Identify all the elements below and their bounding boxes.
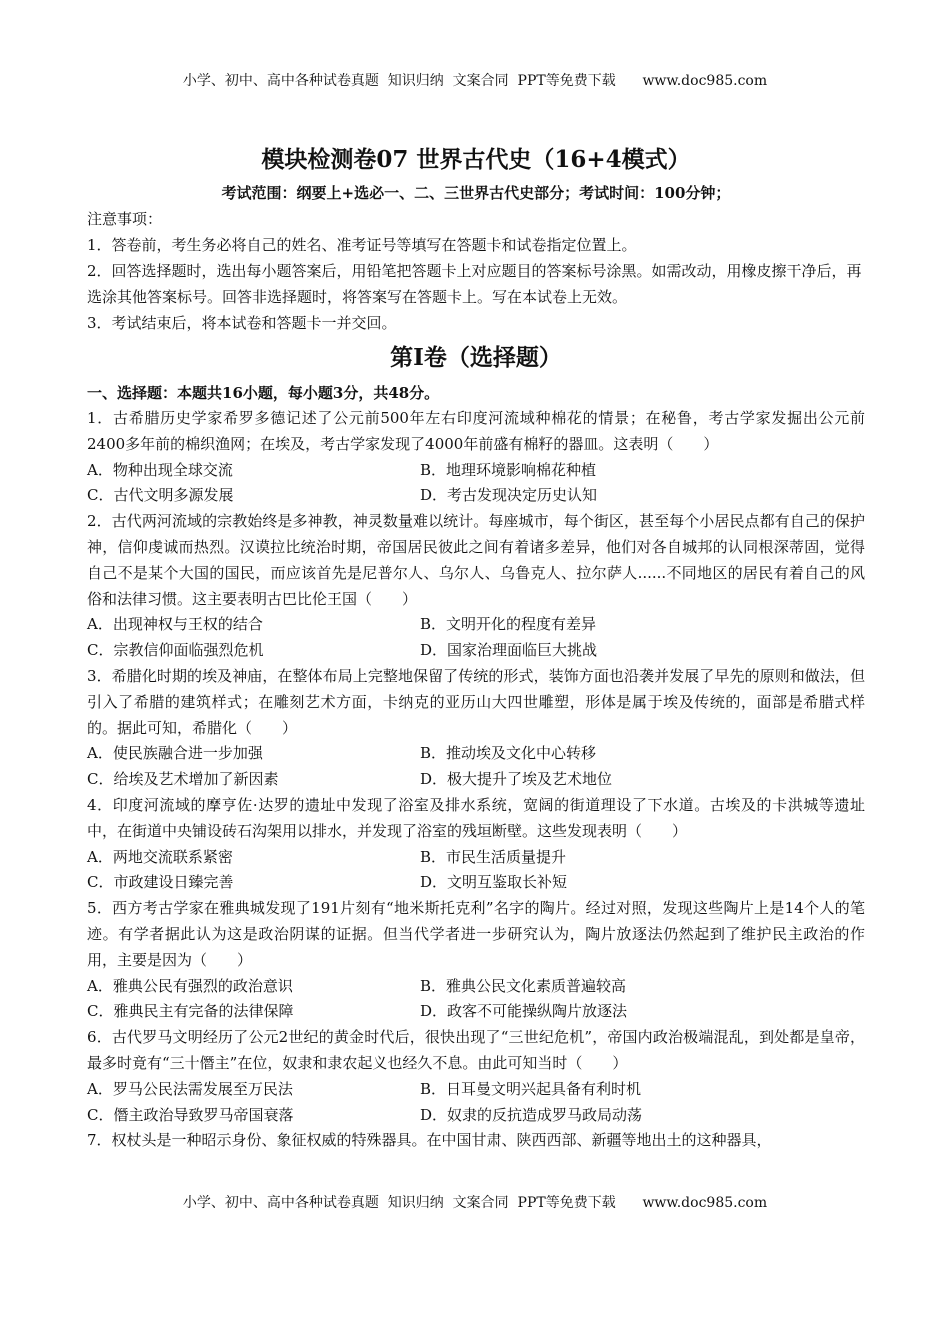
question-7 xyxy=(87,1128,865,1154)
option-d[interactable]: D．国家治理面临巨大挑战 xyxy=(420,641,598,660)
option-grid xyxy=(87,974,865,1026)
note-item: 1．答卷前，考生务必将自己的姓名、准考证号等填写在答题卡和试卷指定位置上。 xyxy=(87,236,637,254)
option-grid xyxy=(87,612,865,664)
option-c[interactable]: C．僭主政治导致罗马帝国衰落 xyxy=(87,1105,294,1124)
option-grid xyxy=(87,741,865,793)
question-stem: 2．古代两河流域的宗教始终是多神教，神灵数量难以统计。每座城市，每个街区，甚至每个小居民点都有自己的保护神，信仰虔诚而热烈。汉谟拉比统治时期，帝国居民彼此之间有着诸多差异，他们对各自城邦的认同根深蒂固，觉得自己不是某个大国的国民，而应该首先是尼普尔人、乌尔人、乌鲁克人、拉尔萨人......不同地区的居民有着自己的风俗和法律习惯。这主要表明古巴比伦王国（ ） xyxy=(87,512,865,608)
option-c[interactable]: C．市政建设日臻完善 xyxy=(87,873,234,892)
option-d[interactable]: D．极大提升了埃及艺术地位 xyxy=(420,770,613,789)
option-c[interactable]: C．古代文明多源发展 xyxy=(87,486,234,505)
question-1 xyxy=(87,406,865,509)
part-heading: 一、选择题：本题共16小题，每小题3分，共48分。 xyxy=(87,384,440,402)
option-b[interactable]: B．文明开化的程度有差异 xyxy=(420,615,597,634)
option-a[interactable]: A．出现神权与王权的结合 xyxy=(87,615,263,634)
option-b[interactable]: B．日耳曼文明兴起具备有利时机 xyxy=(420,1079,642,1098)
option-d[interactable]: D．考古发现决定历史认知 xyxy=(420,486,598,505)
exam-subtitle: 考试范围：纲要上+选必一、二、三世界古代史部分；考试时间：100分钟； xyxy=(221,184,731,202)
option-grid xyxy=(87,1077,865,1129)
note-item: 2．回答选择题时，选出每小题答案后，用铅笔把答题卡上对应题目的答案标号涂黑。如需改动，用橡皮擦干净后，再选涂其他答案标号。回答非选择题时，将答案写在答题卡上。写在本试卷上无效。 xyxy=(87,262,862,306)
option-grid xyxy=(87,458,865,510)
option-a[interactable]: A．两地交流联系紧密 xyxy=(87,847,233,866)
section-title: 第I卷（选择题） xyxy=(390,344,562,371)
option-a[interactable]: A．雅典公民有强烈的政治意识 xyxy=(87,976,293,995)
option-b[interactable]: B．雅典公民文化素质普遍较高 xyxy=(420,976,627,995)
question-3 xyxy=(87,664,865,793)
page-footer: 小学、初中、高中各种试卷真题 知识归纳 文案合同 PPT等免费下载 www.doc985.com xyxy=(182,1195,768,1211)
note-item: 3．考试结束后，将本试卷和答题卡一并交回。 xyxy=(87,314,397,332)
option-b[interactable]: B．地理环境影响棉花种植 xyxy=(420,460,597,479)
option-b[interactable]: B．推动埃及文化中心转移 xyxy=(420,744,597,763)
option-b[interactable]: B．市民生活质量提升 xyxy=(420,847,567,866)
question-6 xyxy=(87,1025,865,1128)
exam-title: 模块检测卷07 世界古代史（16+4模式） xyxy=(261,146,691,173)
question-stem: 3．希腊化时期的埃及神庙，在整体布局上完整地保留了传统的形式，装饰方面也沿袭并发展了早先的原则和做法，但引入了希腊的建筑样式；在雕刻艺术方面，卡纳克的亚历山大四世雕塑，形体是属于埃及传统的，面部是希腊式样的。据此可知，希腊化（ ） xyxy=(87,666,865,737)
option-c[interactable]: C．给埃及艺术增加了新因素 xyxy=(87,770,279,789)
option-grid xyxy=(87,845,865,897)
option-c[interactable]: C．宗教信仰面临强烈危机 xyxy=(87,641,264,660)
option-a[interactable]: A．罗马公民法需发展至万民法 xyxy=(87,1079,293,1098)
page-content xyxy=(87,142,865,1154)
option-d[interactable]: D．奴隶的反抗造成罗马政局动荡 xyxy=(420,1105,643,1124)
question-stem: 7．权杖头是一种昭示身份、象征权威的特殊器具。在中国甘肃、陕西西部、新疆等地出土的这种器具， xyxy=(87,1131,772,1150)
question-stem: 1．古希腊历史学家希罗多德记述了公元前500年左右印度河流域种棉花的情景；在秘鲁，考古学家发掘出公元前2400多年前的棉织渔网；在埃及，考古学家发现了4000年前盛有棉籽的器皿。这表明（ ） xyxy=(87,409,865,453)
option-a[interactable]: A．使民族融合进一步加强 xyxy=(87,744,263,763)
question-4 xyxy=(87,793,865,896)
notes-heading: 注意事项： xyxy=(87,210,163,228)
question-list xyxy=(87,406,865,1154)
option-a[interactable]: A．物种出现全球交流 xyxy=(87,460,233,479)
question-stem: 4．印度河流域的摩亨佐·达罗的遗址中发现了浴室及排水系统，宽阔的街道理设了下水道。古埃及的卡洪城等遗址中，在街道中央铺设砖石沟架用以排水，并发现了浴室的残垣断壁。这些发现表明（ ） xyxy=(87,795,865,840)
question-5 xyxy=(87,896,865,1025)
notes-block xyxy=(87,206,865,336)
question-2 xyxy=(87,509,865,664)
question-stem: 5．西方考古学家在雅典城发现了191片刻有“地米斯托克利”名字的陶片。经过对照，发现这些陶片上是14个人的笔迹。有学者据此认为这是政治阴谋的证据。但当代学者进一步研究认为，陶片放逐法仍然起到了维护民主政治的作用，主要是因为（ ） xyxy=(87,899,865,969)
option-d[interactable]: D．政客不可能操纵陶片放逐法 xyxy=(420,1002,628,1021)
question-stem: 6．古代罗马文明经历了公元2世纪的黄金时代后，很快出现了“三世纪危机”，帝国内政治极端混乱，到处都是皇帝，最多时竟有“三十僭主”在位，奴隶和隶农起义也经久不息。由此可知当时（ ） xyxy=(87,1028,865,1072)
option-c[interactable]: C．雅典民主有完备的法律保障 xyxy=(87,1002,294,1021)
option-d[interactable]: D．文明互鉴取长补短 xyxy=(420,873,568,892)
page-header: 小学、初中、高中各种试卷真题 知识归纳 文案合同 PPT等免费下载 www.doc985.com xyxy=(182,73,768,89)
